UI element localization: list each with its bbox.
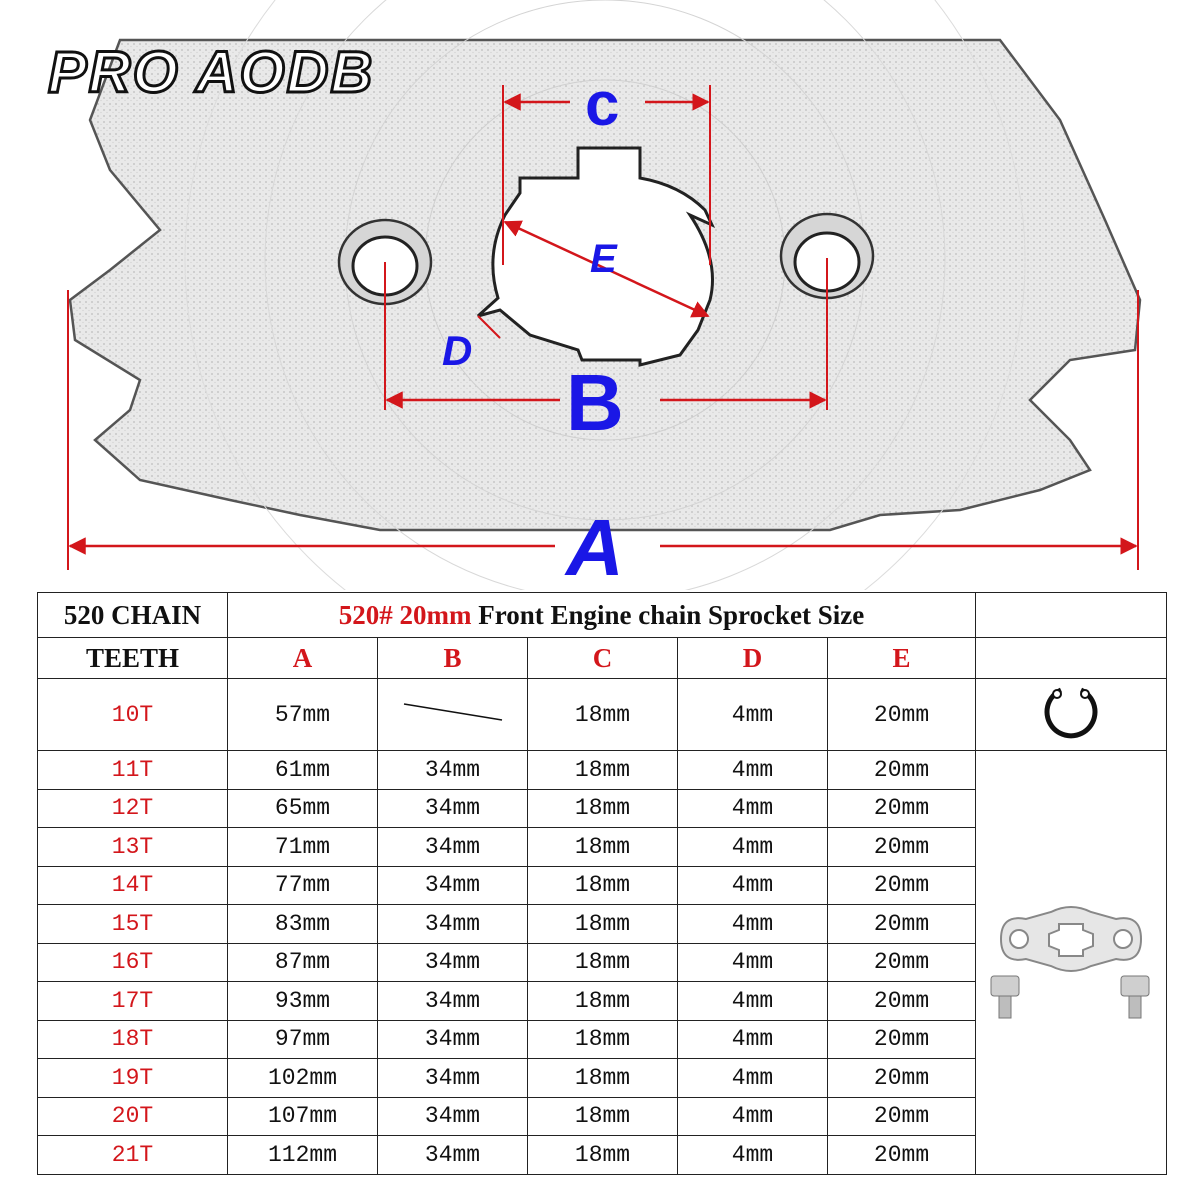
table-row [38,751,1167,790]
cell-d: 4mm [678,982,828,1021]
cell-b: 34mm [378,866,528,905]
cell-a: 65mm [228,789,378,828]
col-a: A [228,638,378,679]
cell-e: 20mm [828,1059,976,1098]
lock-plate-cell [976,751,1167,1175]
header-chain: 520 CHAIN [38,593,228,638]
cell-d: 4mm [678,679,828,751]
cell-a: 57mm [228,679,378,751]
cell-e: 20mm [828,905,976,944]
cell-e: 20mm [828,789,976,828]
cell-d: 4mm [678,828,828,867]
cell-a: 71mm [228,828,378,867]
col-teeth: TEETH [38,638,228,679]
cell-teeth: 19T [38,1059,228,1098]
cell-b: 34mm [378,1136,528,1175]
cell-b: 34mm [378,1059,528,1098]
cell-c: 18mm [528,751,678,790]
col-c: C [528,638,678,679]
cell-teeth: 14T [38,866,228,905]
cell-d: 4mm [678,905,828,944]
cell-c: 18mm [528,1136,678,1175]
cell-e: 20mm [828,943,976,982]
cell-b: 34mm [378,789,528,828]
cell-teeth: 17T [38,982,228,1021]
cell-teeth: 12T [38,789,228,828]
cell-c: 18mm [528,1097,678,1136]
cell-e: 20mm [828,679,976,751]
cell-d: 4mm [678,789,828,828]
cell-teeth: 20T [38,1097,228,1136]
table-title [228,593,976,638]
circlip-cell [976,679,1167,751]
dimension-label-a: A [566,503,624,590]
not-applicable-slash [398,696,508,726]
cell-a: 112mm [228,1136,378,1175]
cell-b: 34mm [378,982,528,1021]
circlip-icon [1031,680,1111,742]
title-rest: Front Engine chain Sprocket Size [471,599,865,630]
table-title-row [38,593,1167,638]
cell-c: 18mm [528,828,678,867]
col-b: B [378,638,528,679]
header-empty [976,593,1167,638]
dimension-label-e: E [590,237,617,281]
cell-a: 87mm [228,943,378,982]
cell-d: 4mm [678,866,828,905]
col-e: E [828,638,976,679]
cell-e: 20mm [828,751,976,790]
cell-c: 18mm [528,1059,678,1098]
dimension-label-d: D [442,327,473,374]
cell-b: 34mm [378,943,528,982]
cell-d: 4mm [678,1097,828,1136]
cell-teeth: 18T [38,1020,228,1059]
cell-c: 18mm [528,943,678,982]
cell-c: 18mm [528,982,678,1021]
sprocket-diagram [0,0,1200,590]
table-row [38,679,1167,751]
cell-teeth: 21T [38,1136,228,1175]
cell-a: 61mm [228,751,378,790]
cell-teeth: 10T [38,679,228,751]
cell-d: 4mm [678,943,828,982]
col-extra [976,638,1167,679]
cell-e: 20mm [828,828,976,867]
dimension-label-b: B [566,358,624,447]
cell-e: 20mm [828,866,976,905]
lock-plate-icon [981,884,1161,1034]
cell-a: 77mm [228,866,378,905]
cell-b: 34mm [378,1097,528,1136]
cell-c: 18mm [528,679,678,751]
cell-e: 20mm [828,1136,976,1175]
cell-e: 20mm [828,1097,976,1136]
cell-e: 20mm [828,982,976,1021]
title-red-part: 520# 20mm [338,599,472,630]
cell-a: 83mm [228,905,378,944]
cell-teeth: 15T [38,905,228,944]
cell-a: 102mm [228,1059,378,1098]
dimension-label-c: C [585,70,620,139]
cell-b: 34mm [378,828,528,867]
cell-b: 34mm [378,751,528,790]
cell-teeth: 16T [38,943,228,982]
cell-b: 34mm [378,1020,528,1059]
cell-e: 20mm [828,1020,976,1059]
col-d: D [678,638,828,679]
cell-c: 18mm [528,789,678,828]
cell-a: 97mm [228,1020,378,1059]
column-header-row [38,638,1167,679]
cell-a: 93mm [228,982,378,1021]
cell-d: 4mm [678,1136,828,1175]
cell-c: 18mm [528,1020,678,1059]
brand-logo: PRO AODB [48,40,375,105]
cell-d: 4mm [678,1020,828,1059]
cell-teeth: 11T [38,751,228,790]
sprocket-size-table [37,592,1167,1175]
cell-c: 18mm [528,866,678,905]
cell-teeth: 13T [38,828,228,867]
cell-b: 34mm [378,905,528,944]
cell-d: 4mm [678,751,828,790]
cell-a: 107mm [228,1097,378,1136]
cell-b-na [378,679,528,751]
cell-c: 18mm [528,905,678,944]
cell-d: 4mm [678,1059,828,1098]
